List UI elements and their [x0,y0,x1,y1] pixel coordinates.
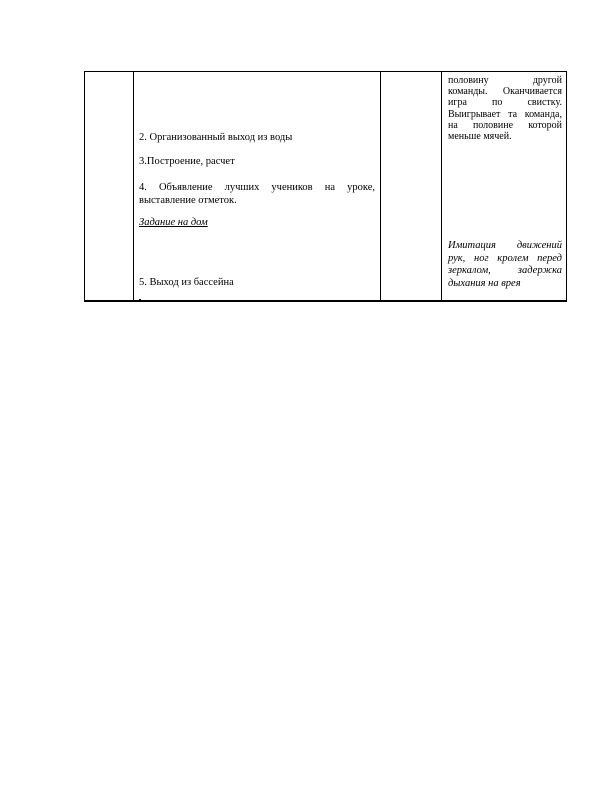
table-cell-notes [442,72,567,302]
table-cell-steps [134,72,381,302]
lesson-plan-table [84,71,567,302]
step-lineup: 3.Построение, расчет [139,156,235,167]
step-homework: Задание на дом [139,217,208,228]
table-row [85,72,567,302]
text-mark [139,299,141,302]
step-exit-pool: 5. Выход из бассейна [139,277,234,288]
homework-notes: Имитация движений рук, ног кролем перед зеркалом, задержка дыхания на врея [448,240,562,289]
game-notes: половину другой команды. Оканчивается игра по свистку. Выигрывает та команда, на половине которой меньше мячей. [448,75,562,143]
table-cell-number [85,72,134,302]
table-cell-dosage [381,72,442,302]
step-announcement: 4. Объявление лучших учеников на уроке, выставление отметок. [139,182,375,206]
step-exit-water: 2. Организованный выход из воды [139,132,293,143]
